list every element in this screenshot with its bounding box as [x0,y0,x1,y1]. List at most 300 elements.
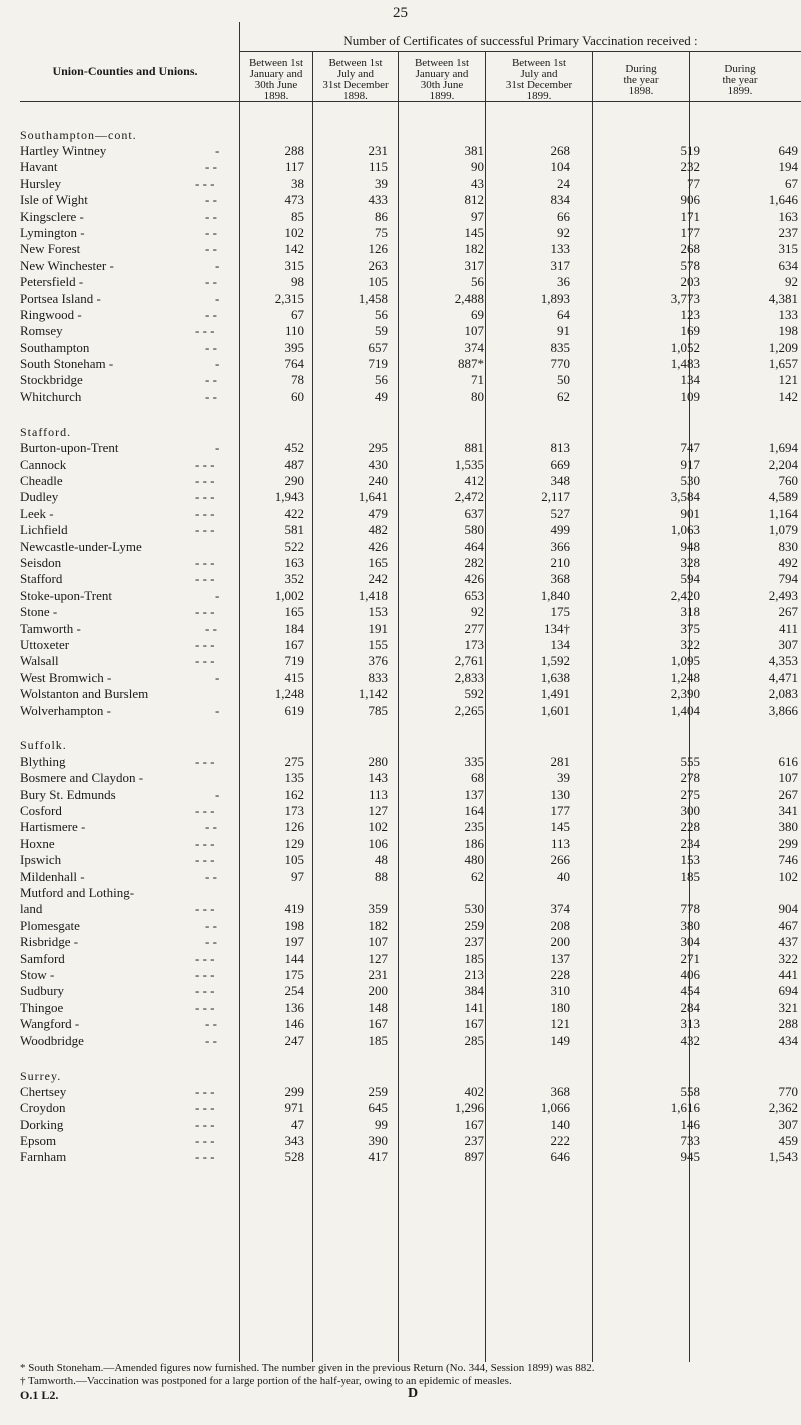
cell-value: 75 [375,224,388,240]
table-row [0,159,801,175]
cell-value: 646 [550,1149,570,1165]
cell-value: 137 [464,786,484,802]
cell-value: 222 [550,1133,570,1149]
cell-value: 107 [464,323,484,339]
cell-value: 134 [680,372,700,388]
cell-value: 162 [284,786,304,802]
cell-value: 906 [680,192,700,208]
union-name: Dorking [20,1116,64,1132]
union-name: Southampton [20,339,90,355]
union-name: Stoke-upon-Trent [20,587,112,603]
cell-value: 177 [550,803,570,819]
leader-dashes: - - [205,192,217,208]
union-name: Walsall [20,653,59,669]
cell-value: 92 [785,274,798,290]
cell-value: 300 [680,803,700,819]
table-row [0,770,801,786]
cell-value: 102 [284,224,304,240]
cell-value: 56 [375,372,388,388]
section-heading [0,1049,801,1084]
cell-value: 146 [680,1116,700,1132]
cell-value: 1,142 [358,686,388,702]
table-row [0,440,801,456]
leader-dashes: - - [205,241,217,257]
cell-value: 578 [680,257,700,273]
cell-value: 2,833 [454,669,484,685]
leader-dashes: - [215,290,220,306]
cell-value: 167 [284,636,304,652]
cell-value: 406 [680,966,700,982]
union-name: Havant [20,159,58,175]
table-row [0,489,801,505]
cell-value: 180 [550,999,570,1015]
cell-value: 2,493 [768,587,798,603]
cell-value: 228 [680,819,700,835]
cell-value: 492 [778,554,798,570]
cell-value: 167 [464,1116,484,1132]
cell-value: 830 [778,538,798,554]
section-heading [0,719,801,754]
cell-value: 142 [284,241,304,257]
union-name: Bosmere and Claydon - [20,770,144,786]
cell-value: 153 [368,604,388,620]
leader-dashes: - - [205,388,217,404]
cell-value: 530 [680,473,700,489]
union-name: Ipswich [20,852,62,868]
leader-dashes: - - - [195,604,215,620]
cell-value: 368 [550,1083,570,1099]
cell-value: 833 [368,669,388,685]
cell-value: 184 [284,620,304,636]
cell-value: 200 [550,934,570,950]
cell-value: 213 [464,966,484,982]
cell-value: 2,472 [454,489,484,505]
table-row [0,473,801,489]
cell-value: 191 [368,620,388,636]
cell-value: 173 [284,803,304,819]
section-heading [0,405,801,440]
cell-value: 594 [680,571,700,587]
table-row [0,951,801,967]
cell-value: 1,248 [670,669,700,685]
table-row [0,258,801,274]
cell-value: 1,418 [358,587,388,603]
table-row [0,1117,801,1133]
union-name: Dudley [20,489,59,505]
leader-dashes: - - - [195,1133,215,1149]
cell-value: 228 [550,966,570,982]
cell-value: 1,209 [768,339,798,355]
union-name: Wolverhampton - [20,702,112,718]
leader-dashes: - - [205,1016,217,1032]
cell-value: 267 [778,604,798,620]
leader-dashes: - - - [195,1149,215,1165]
union-name: Stockbridge [20,372,83,388]
cell-value: 315 [284,257,304,273]
cell-value: 3,584 [670,489,700,505]
union-name: Kingsclere - [20,208,84,224]
cell-value: 277 [464,620,484,636]
cell-value: 432 [680,1032,700,1048]
cell-value: 948 [680,538,700,554]
cell-value: 259 [464,917,484,933]
cell-value: 2,390 [670,686,700,702]
cell-value: 143 [368,770,388,786]
cell-value: 288 [778,1016,798,1032]
cell-value: 834 [550,192,570,208]
cell-value: 459 [778,1133,798,1149]
leader-dashes: - - [205,819,217,835]
cell-value: 1,638 [540,669,570,685]
union-name: Thingoe [20,999,64,1015]
leader-dashes: - - - [195,323,215,339]
cell-value: 208 [550,917,570,933]
cell-value: 522 [284,538,304,554]
cell-value: 198 [284,917,304,933]
table-row [0,372,801,388]
cell-value: 62 [557,388,570,404]
cell-value: 1,535 [454,456,484,472]
cell-value: 186 [464,835,484,851]
cell-value: 313 [680,1016,700,1032]
cell-value: 384 [464,983,484,999]
cell-value: 917 [680,456,700,472]
table-row [0,967,801,983]
cell-value: 1,943 [274,489,304,505]
union-name: Uttoxeter [20,636,70,652]
union-name: Mutford and Lothing- [20,885,135,901]
cell-value: 105 [284,852,304,868]
cell-value: 92 [471,604,484,620]
cell-value: 318 [680,604,700,620]
cell-value: 616 [778,753,798,769]
cell-value: 519 [680,143,700,158]
cell-value: 197 [284,934,304,950]
cell-value: 175 [550,604,570,620]
cell-value: 482 [368,522,388,538]
column-header-jul-dec-1899: Between 1st July and 31st December 1899. [505,57,573,102]
cell-value: 64 [557,306,570,322]
cell-value: 39 [557,770,570,786]
cell-value: 1,095 [670,653,700,669]
cell-value: 374 [550,901,570,917]
cell-value: 102 [368,819,388,835]
table-row [0,852,801,868]
cell-value: 59 [375,323,388,339]
cell-value: 321 [778,999,798,1015]
cell-value: 113 [368,786,388,802]
cell-value: 1,694 [768,440,798,456]
table-row [0,323,801,339]
cell-value: 395 [284,339,304,355]
cell-value: 90 [471,159,484,175]
cell-value: 134† [544,620,570,636]
table-row [0,389,801,405]
cell-value: 437 [778,934,798,950]
leader-dashes: - - [205,868,217,884]
union-name: Isle of Wight [20,192,88,208]
cell-value: 619 [284,702,304,718]
cell-value: 88 [375,868,388,884]
cell-value: 415 [284,669,304,685]
footnote-star: * South Stoneham.—Amended figures now furnished. The number given in the previous Return (No. 344, Session 1899) was 882. [20,1362,595,1374]
union-name: Petersfield - [20,274,84,290]
cell-value: 67 [785,175,798,191]
cell-value: 284 [680,999,700,1015]
cell-value: 4,381 [768,290,798,306]
cell-value: 39 [375,175,388,191]
cell-value: 121 [778,372,798,388]
cell-value: 237 [464,934,484,950]
union-name: Epsom [20,1133,57,1149]
leader-dashes: - - - [195,1100,215,1116]
union-name: New Winchester - [20,257,114,273]
table-row [0,703,801,719]
union-name: Cheadle [20,473,63,489]
cell-value: 412 [464,473,484,489]
cell-value: 129 [284,835,304,851]
leader-dashes: - - - [195,571,215,587]
table-row [0,621,801,637]
leader-dashes: - - [205,917,217,933]
table-row [0,901,801,917]
table-row [0,1000,801,1016]
cell-value: 275 [284,753,304,769]
cell-value: 430 [368,456,388,472]
cell-value: 4,353 [768,653,798,669]
leader-dashes: - - - [195,1116,215,1132]
cell-value: 299 [778,835,798,851]
cell-value: 592 [464,686,484,702]
union-name: New Forest [20,241,81,257]
cell-value: 1,491 [540,686,570,702]
cell-value: 2,420 [670,587,700,603]
cell-value: 47 [291,1116,304,1132]
cell-value: 56 [375,306,388,322]
cell-value: 785 [368,702,388,718]
leader-dashes: - - - [195,999,215,1015]
cell-value: 402 [464,1083,484,1099]
union-name: Stone - [20,604,58,620]
cell-value: 1,458 [358,290,388,306]
table-row [0,918,801,934]
cell-value: 2,204 [768,456,798,472]
leader-dashes: - - - [195,505,215,521]
cell-value: 464 [464,538,484,554]
cell-value: 271 [680,950,700,966]
union-name: Burton-upon-Trent [20,440,119,456]
union-name: Hartismere - [20,819,86,835]
cell-value: 770 [778,1083,798,1099]
cell-value: 1,646 [768,192,798,208]
cell-value: 127 [368,950,388,966]
cell-value: 746 [778,852,798,868]
cell-value: 2,265 [454,702,484,718]
cell-value: 1,543 [768,1149,798,1165]
cell-value: 123 [680,306,700,322]
union-name: Lichfield [20,522,68,538]
cell-value: 98 [291,274,304,290]
leader-dashes: - - - [195,554,215,570]
leader-dashes: - - [205,620,217,636]
cell-value: 105 [368,274,388,290]
leader-dashes: - [215,786,220,802]
leader-dashes: - - - [195,473,215,489]
cell-value: 171 [680,208,700,224]
cell-value: 2,083 [768,686,798,702]
leader-dashes: - - - [195,1083,215,1099]
cell-value: 107 [778,770,798,786]
table-row [0,209,801,225]
cell-value: 1,063 [670,522,700,538]
cell-value: 36 [557,274,570,290]
union-name: Hoxne [20,835,55,851]
cell-value: 380 [778,819,798,835]
cell-value: 140 [550,1116,570,1132]
cell-value: 97 [471,208,484,224]
leader-dashes: - - [205,274,217,290]
cell-value: 328 [680,554,700,570]
table-row [0,274,801,290]
cell-value: 268 [680,241,700,257]
cell-value: 343 [284,1133,304,1149]
cell-value: 835 [550,339,570,355]
union-name: Stafford [20,571,63,587]
table-row [0,869,801,885]
cell-value: 487 [284,456,304,472]
table-row [0,653,801,669]
table-row [0,192,801,208]
table-row [0,1016,801,1032]
table-row [0,571,801,587]
table-row [0,686,801,702]
cell-value: 285 [464,1032,484,1048]
union-name: Samford [20,950,65,966]
cell-value: 1,641 [358,489,388,505]
cell-value: 310 [550,983,570,999]
cell-value: 145 [464,224,484,240]
cell-value: 182 [368,917,388,933]
header-rule [239,51,801,52]
cell-value: 38 [291,175,304,191]
cell-value: 50 [557,372,570,388]
union-name: Seisdon [20,554,62,570]
cell-value: 142 [778,388,798,404]
leader-dashes: - - - [195,835,215,851]
leader-dashes: - - - [195,175,215,191]
cell-value: 71 [471,372,484,388]
cell-value: 380 [680,917,700,933]
table-row [0,754,801,770]
cell-value: 897 [464,1149,484,1165]
column-header-name: Union-Counties and Unions. [52,64,198,78]
cell-value: 275 [680,786,700,802]
cell-value: 434 [778,1032,798,1048]
cell-value: 1,840 [540,587,570,603]
cell-value: 348 [550,473,570,489]
cell-value: 375 [680,620,700,636]
table-row [0,934,801,950]
cell-value: 126 [284,819,304,835]
cell-value: 121 [550,1016,570,1032]
cell-value: 887* [458,356,484,372]
table-row [0,1149,801,1165]
cell-value: 102 [778,868,798,884]
cell-value: 267 [778,786,798,802]
leader-dashes: - - - [195,852,215,868]
union-name: Wangford - [20,1016,80,1032]
cell-value: 1,052 [670,339,700,355]
cell-value: 247 [284,1032,304,1048]
cell-value: 528 [284,1149,304,1165]
table-row [0,457,801,473]
union-name: Tamworth - [20,620,81,636]
page-number: 25 [393,5,408,21]
cell-value: 40 [557,868,570,884]
cell-value: 530 [464,901,484,917]
cell-value: 49 [375,388,388,404]
cell-value: 136 [284,999,304,1015]
cell-value: 91 [557,323,570,339]
leader-dashes: - - - [195,983,215,999]
table-row [0,803,801,819]
union-name: Croydon [20,1100,66,1116]
table-row [0,819,801,835]
cell-value: 411 [778,620,798,636]
cell-value: 117 [284,159,304,175]
cell-value: 760 [778,473,798,489]
cell-value: 232 [680,159,700,175]
section-heading [0,108,801,143]
leader-dashes: - - [205,339,217,355]
cell-value: 322 [778,950,798,966]
leader-dashes: - - [205,208,217,224]
cell-value: 237 [778,224,798,240]
cell-value: 200 [368,983,388,999]
cell-value: 240 [368,473,388,489]
cell-value: 185 [464,950,484,966]
cell-value: 198 [778,323,798,339]
leader-dashes: - - - [195,753,215,769]
cell-value: 2,362 [768,1100,798,1116]
cell-value: 4,471 [768,669,798,685]
cell-value: 66 [557,208,570,224]
cell-value: 80 [471,388,484,404]
cell-value: 127 [368,803,388,819]
cell-value: 149 [550,1032,570,1048]
cell-value: 971 [284,1100,304,1116]
leader-dashes: - - - [195,901,215,917]
union-name: Mildenhall - [20,868,85,884]
cell-value: 317 [550,257,570,273]
cell-value: 266 [550,852,570,868]
cell-value: 794 [778,571,798,587]
cell-value: 145 [550,819,570,835]
table-title: Number of Certificates of successful Primary Vaccination received : [343,33,698,48]
cell-value: 86 [375,208,388,224]
cell-value: 56 [471,274,484,290]
cell-value: 126 [368,241,388,257]
cell-value: 376 [368,653,388,669]
cell-value: 417 [368,1149,388,1165]
table-row [0,539,801,555]
section-name: Southampton—cont. [20,127,137,142]
cell-value: 134 [550,636,570,652]
leader-dashes: - - [205,372,217,388]
cell-value: 368 [550,571,570,587]
cell-value: 144 [284,950,304,966]
cell-value: 1,404 [670,702,700,718]
